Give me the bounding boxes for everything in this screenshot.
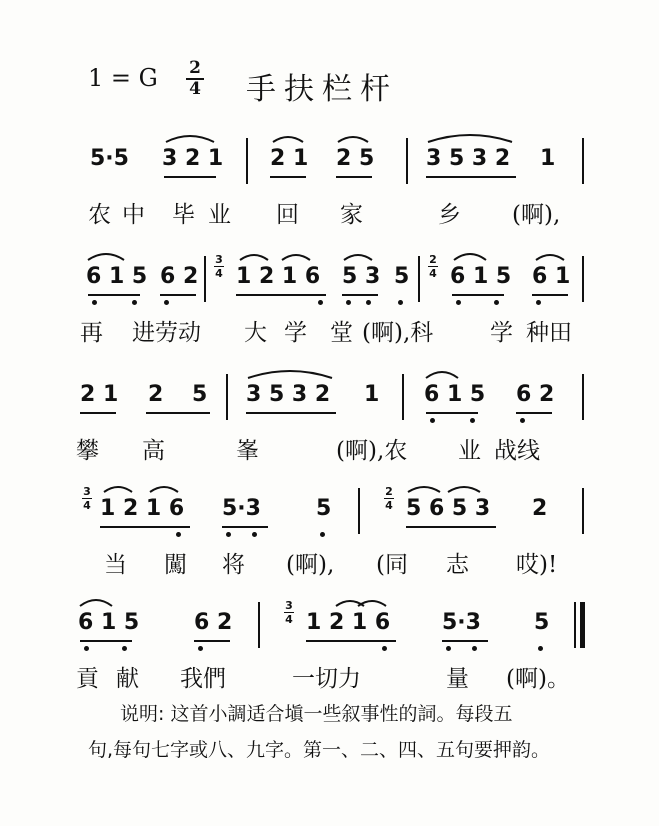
note-group: 5 6 5 3	[406, 496, 491, 521]
low-octave-dot	[536, 300, 541, 305]
time-change-top: 2	[385, 485, 393, 498]
time-change	[428, 254, 438, 279]
lyric-syllable: 堂	[330, 320, 353, 346]
lyric-syllable: 业	[208, 202, 231, 228]
lyric-syllable: 毕	[172, 202, 195, 228]
time-change	[384, 486, 394, 511]
slur	[240, 255, 268, 260]
barline	[406, 138, 408, 184]
low-octave-dot	[252, 532, 257, 537]
beam-line	[80, 412, 116, 414]
note-group: 5·5	[90, 146, 129, 171]
lyrics-line	[0, 546, 659, 586]
lyric-syllable: 再	[80, 320, 103, 346]
lyrics-line	[0, 660, 659, 700]
slur	[448, 487, 480, 492]
lyric-syllable: 攀	[76, 438, 99, 464]
notation-line	[0, 594, 659, 654]
explanatory-note	[88, 696, 608, 768]
slur	[338, 137, 368, 142]
low-octave-dot	[472, 646, 477, 651]
barline	[582, 138, 584, 184]
low-octave-dot	[382, 646, 387, 651]
lyric-syllable: (啊),	[512, 202, 561, 228]
beam-line	[306, 640, 396, 642]
barline	[358, 488, 360, 534]
note-group: 6 1 5	[424, 382, 486, 407]
note-group: 2	[148, 382, 164, 407]
note-group: 1 2 1 6	[236, 264, 321, 289]
slur	[408, 487, 440, 492]
note-group: 1 2 1 6	[100, 496, 185, 521]
slur	[344, 255, 372, 260]
note-group: 6 1 5	[78, 610, 140, 635]
lyric-syllable: 献	[116, 666, 139, 692]
lyric-syllable: 当	[104, 552, 127, 578]
lyric-syllable: 学	[490, 320, 513, 346]
low-octave-dot	[132, 300, 137, 305]
barline	[204, 256, 206, 302]
note-group: 5·3	[222, 496, 261, 521]
beam-line	[164, 176, 216, 178]
low-octave-dot	[226, 532, 231, 537]
lyric-syllable: 一切力	[292, 666, 361, 692]
time-signature	[186, 60, 204, 98]
lyric-syllable: 大	[244, 320, 267, 346]
note-line-1: 说明: 这首小調适合塡一些叙事性的詞。每段五	[120, 703, 513, 725]
low-octave-dot	[366, 300, 371, 305]
note-group: 3 5 3 2	[246, 382, 331, 407]
low-octave-dot	[198, 646, 203, 651]
time-change-top: 3	[83, 485, 91, 498]
slur	[150, 487, 178, 492]
lyric-syllable: 高	[142, 438, 165, 464]
barline	[582, 374, 584, 420]
slur	[536, 255, 564, 260]
beam-line	[442, 640, 488, 642]
lyric-syllable: 回	[276, 202, 299, 228]
low-octave-dot	[320, 532, 325, 537]
time-change-bottom: 4	[83, 499, 91, 512]
low-octave-dot	[494, 300, 499, 305]
slur	[80, 600, 112, 606]
slur	[273, 137, 303, 142]
note-group: 1	[364, 382, 380, 407]
time-change-top: 2	[429, 253, 437, 266]
low-octave-dot	[398, 300, 403, 305]
slur	[426, 372, 458, 378]
note-group: 3 5 3 2	[426, 146, 511, 171]
note-group: 6 1	[532, 264, 571, 289]
time-change-bottom: 4	[429, 267, 437, 280]
key-signature: 1 = G	[88, 64, 158, 92]
lyric-syllable: 学	[284, 320, 307, 346]
lyric-syllable: 业	[458, 438, 481, 464]
final-barline	[580, 602, 585, 648]
lyric-syllable: 我們	[180, 666, 226, 692]
beam-line	[80, 640, 132, 642]
lyric-syllable: 家	[340, 202, 363, 228]
barline	[258, 602, 260, 648]
lyric-syllable: (啊),	[286, 552, 335, 578]
note-group: 6 2	[194, 610, 233, 635]
meter-bottom: 4	[189, 79, 201, 99]
slur	[88, 254, 124, 260]
beam-line	[452, 294, 504, 296]
lyric-syllable: (同	[376, 552, 408, 578]
low-octave-dot	[346, 300, 351, 305]
note-group: 6 2	[160, 264, 199, 289]
slur	[166, 136, 214, 142]
note-group: 2 1	[270, 146, 309, 171]
low-octave-dot	[164, 300, 169, 305]
note-group: 6 2	[516, 382, 555, 407]
lyric-syllable: (啊),农	[336, 438, 408, 464]
lyric-syllable: (啊),科	[362, 320, 434, 346]
beam-line	[406, 526, 496, 528]
barline	[582, 256, 584, 302]
low-octave-dot	[538, 646, 543, 651]
lyric-syllable: 志	[446, 552, 469, 578]
low-octave-dot	[176, 532, 181, 537]
time-change-top: 3	[285, 599, 293, 612]
lyric-syllable: 闖	[164, 552, 187, 578]
lyric-syllable: 峯	[236, 438, 259, 464]
lyric-syllable: 哎)!	[516, 552, 558, 578]
lyric-syllable: 将	[222, 552, 245, 578]
slur	[248, 371, 332, 378]
beam-line	[222, 526, 268, 528]
barline	[574, 602, 576, 648]
notation-line	[0, 130, 659, 190]
note-group: 1 2 1 6	[306, 610, 391, 635]
slur	[282, 255, 310, 260]
note-group: 6 1 5	[450, 264, 512, 289]
low-octave-dot	[520, 418, 525, 423]
note-group: 5	[316, 496, 332, 521]
lyric-syllable: (啊)。	[506, 666, 570, 692]
barline	[226, 374, 228, 420]
time-change-bottom: 4	[385, 499, 393, 512]
beam-line	[246, 412, 336, 414]
low-octave-dot	[430, 418, 435, 423]
beam-line	[146, 412, 210, 414]
beam-line	[516, 412, 552, 414]
beam-line	[160, 294, 196, 296]
note-line-2: 句,每句七字或八、九字。第一、二、四、五句要押韵。	[88, 739, 551, 761]
time-change	[284, 600, 294, 625]
time-change-bottom: 4	[285, 613, 293, 626]
lyrics-line	[0, 314, 659, 354]
note-group: 5	[534, 610, 550, 635]
lyric-syllable: 战线	[494, 438, 540, 464]
lyrics-line	[0, 196, 659, 236]
beam-line	[426, 412, 478, 414]
low-octave-dot	[92, 300, 97, 305]
time-change-top: 3	[215, 253, 223, 266]
low-octave-dot	[122, 646, 127, 651]
beam-line	[270, 176, 306, 178]
barline	[402, 374, 404, 420]
beam-line	[336, 176, 372, 178]
note-group: 1	[540, 146, 556, 171]
note-group: 2 5	[336, 146, 375, 171]
notation-line	[0, 248, 659, 308]
beam-line	[426, 176, 516, 178]
time-change	[214, 254, 224, 279]
notation-line	[0, 366, 659, 426]
beam-line	[236, 294, 326, 296]
barline	[418, 256, 420, 302]
low-octave-dot	[470, 418, 475, 423]
beam-line	[88, 294, 140, 296]
lyric-syllable: 中	[122, 202, 145, 228]
slur	[454, 254, 486, 260]
barline	[582, 488, 584, 534]
note-group: 5 3	[342, 264, 381, 289]
slur	[104, 487, 132, 492]
song-title: 手扶栏杆	[246, 72, 398, 107]
time-change-bottom: 4	[215, 267, 223, 280]
note-group: 2	[532, 496, 548, 521]
beam-line	[194, 640, 230, 642]
beam-line	[532, 294, 568, 296]
lyrics-line	[0, 432, 659, 472]
note-group: 3 2 1	[162, 146, 224, 171]
note-group: 5·3	[442, 610, 481, 635]
lyric-syllable: 进劳动	[132, 320, 201, 346]
note-group: 6 1 5	[86, 264, 148, 289]
lyric-syllable: 貢	[76, 666, 99, 692]
time-change	[82, 486, 92, 511]
barline	[246, 138, 248, 184]
low-octave-dot	[456, 300, 461, 305]
lyric-syllable: 量	[446, 666, 469, 692]
slur	[428, 135, 512, 142]
low-octave-dot	[84, 646, 89, 651]
lyric-syllable: 农	[88, 202, 111, 228]
lyric-syllable: 种田	[526, 320, 572, 346]
note-group: 5	[394, 264, 410, 289]
low-octave-dot	[318, 300, 323, 305]
note-group: 2 1	[80, 382, 119, 407]
beam-line	[342, 294, 378, 296]
meter-top: 2	[189, 58, 201, 78]
lyric-syllable: 乡	[438, 202, 461, 228]
low-octave-dot	[446, 646, 451, 651]
notation-line	[0, 480, 659, 540]
beam-line	[100, 526, 190, 528]
note-group: 5	[192, 382, 208, 407]
